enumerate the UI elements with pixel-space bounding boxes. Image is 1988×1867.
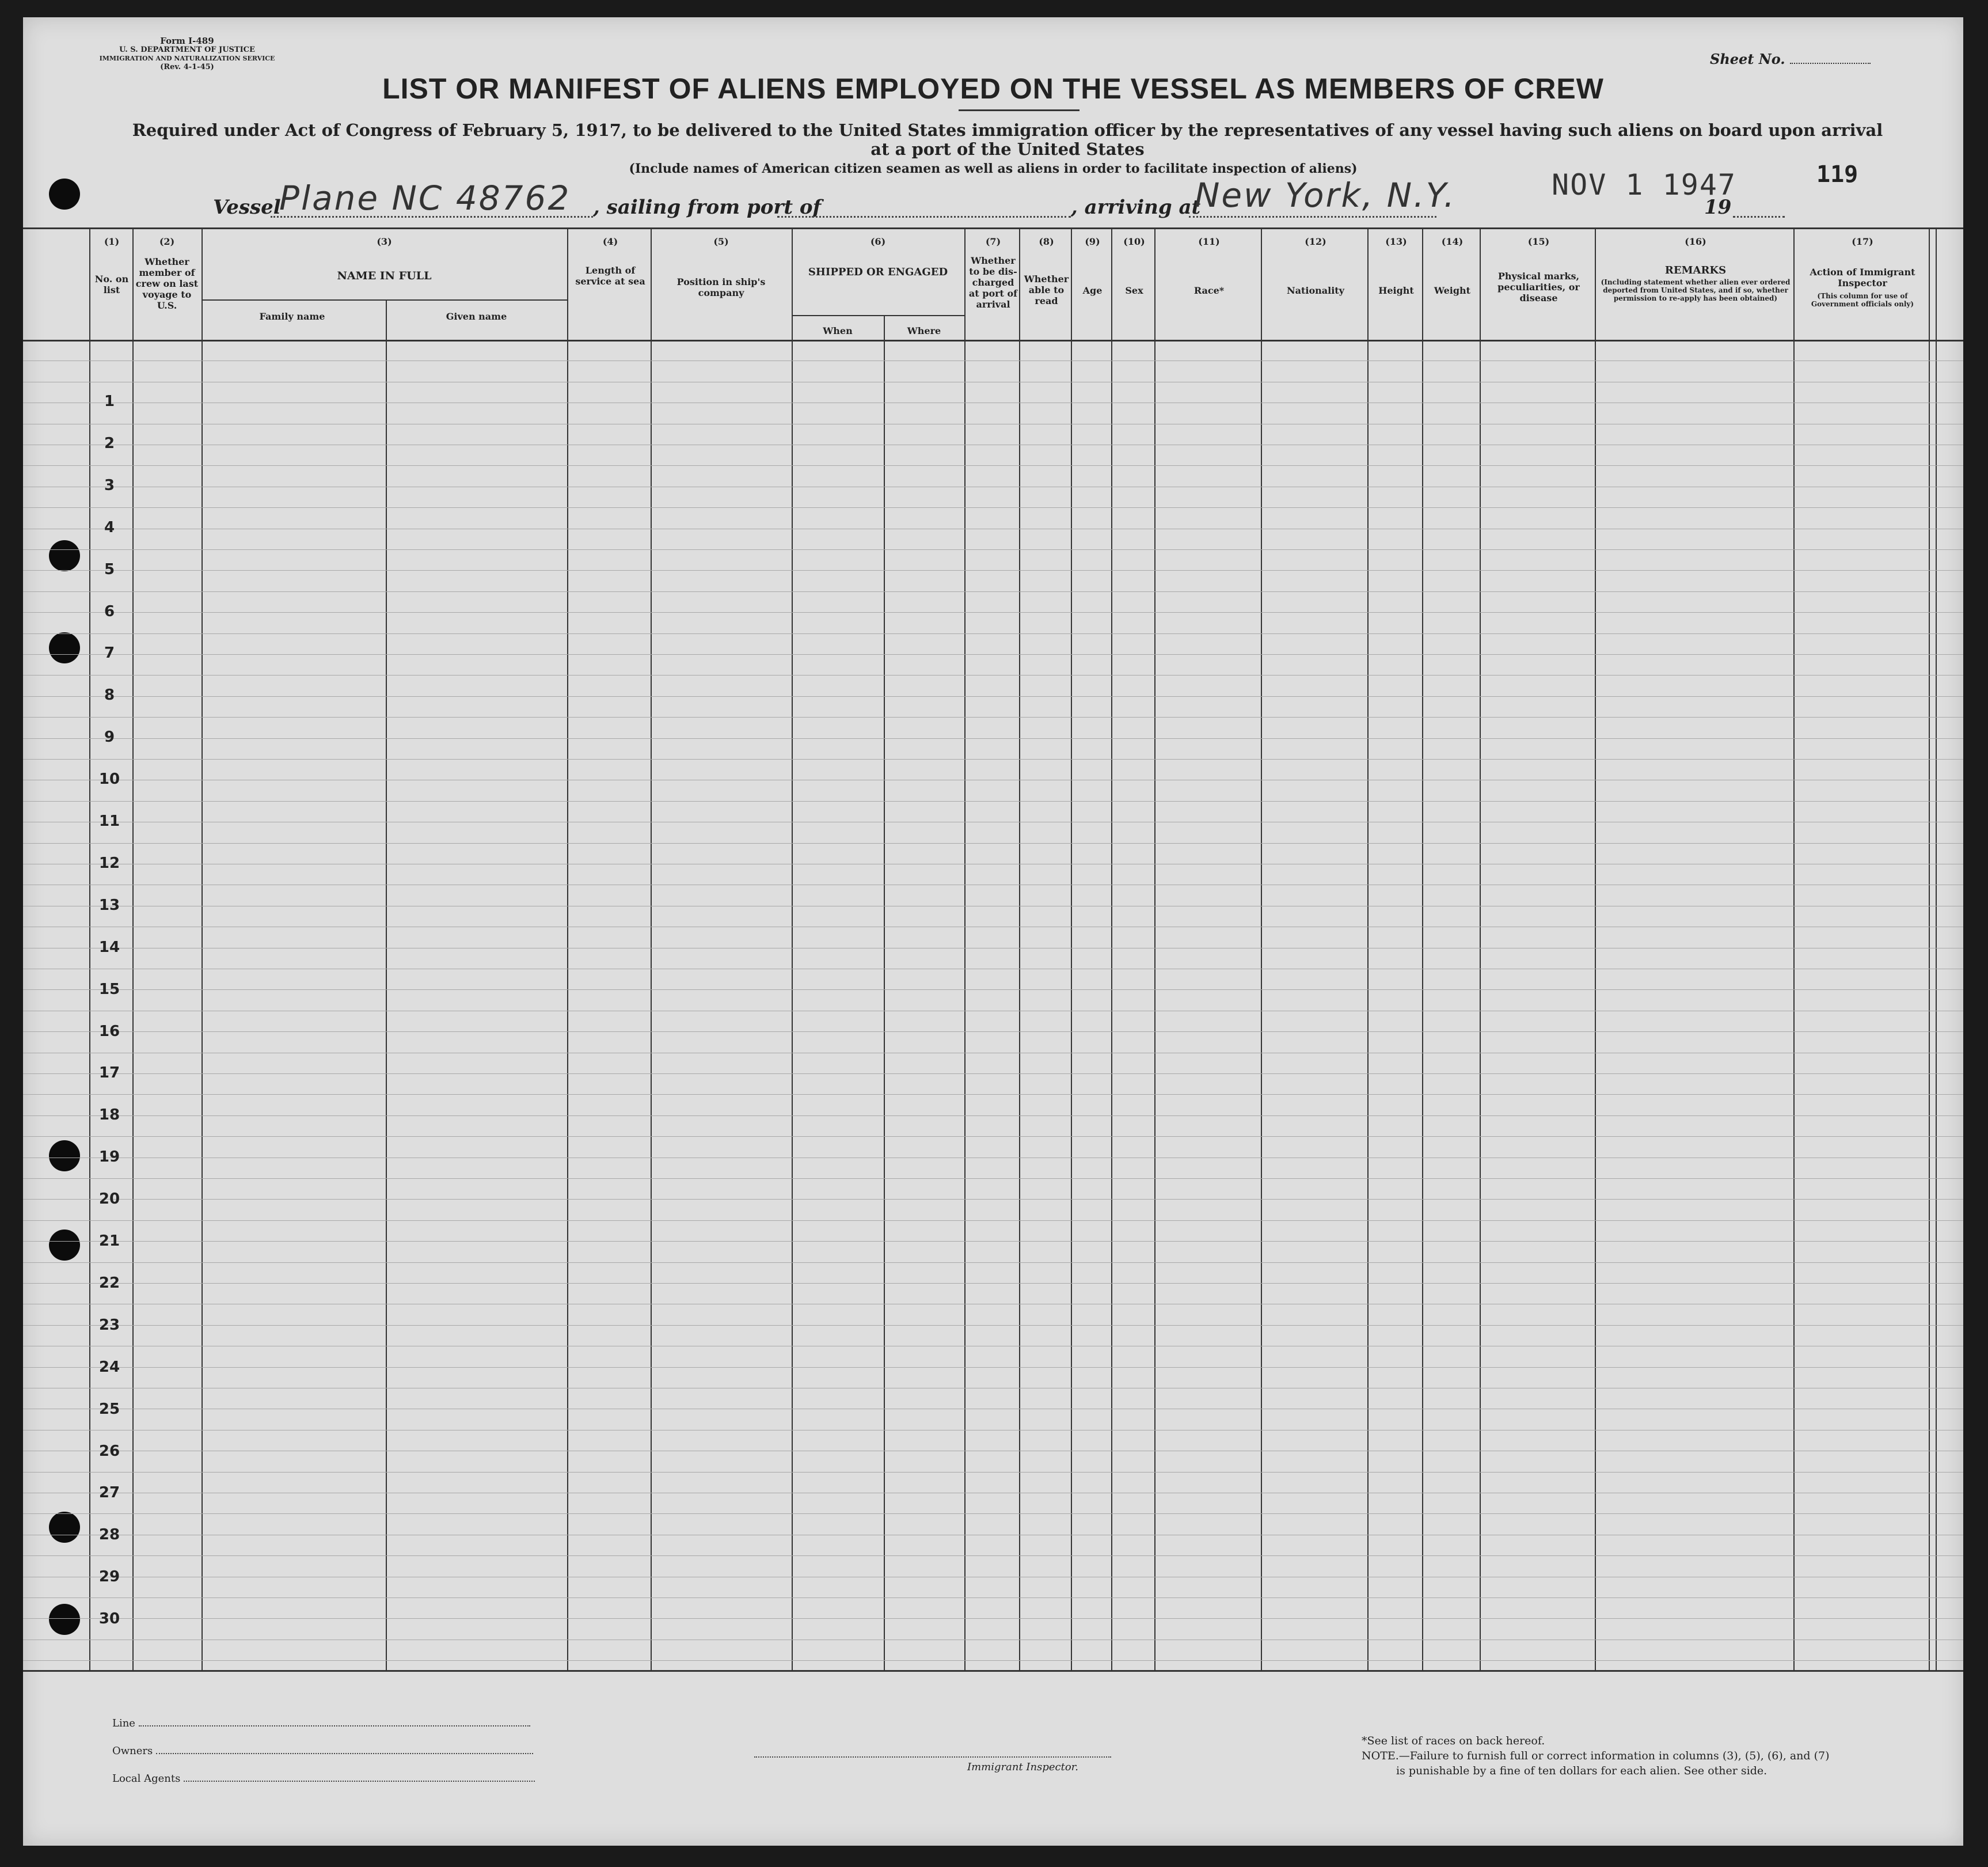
ruled-line — [23, 1597, 1963, 1598]
column-divider — [792, 227, 793, 1670]
row-number: 30 — [98, 1610, 120, 1628]
sheet-number-field — [1710, 51, 1871, 67]
sailing-label: , sailing from port of — [593, 196, 822, 219]
row-number: 9 — [104, 728, 115, 746]
ruled-line — [23, 1073, 1963, 1074]
col-13-number: (13) — [1385, 236, 1407, 247]
row-number: 14 — [98, 938, 120, 956]
inclusion-note: (Include names of American citizen seamen as well as aliens in order to facilitate inspection of aliens) — [629, 161, 1358, 176]
col-3-number: (3) — [377, 236, 392, 247]
sheet-number-label: Sheet No. — [1710, 51, 1785, 67]
col-7-number: (7) — [985, 236, 1001, 247]
col-10-header: Sex — [1125, 285, 1143, 296]
ruled-line — [23, 654, 1963, 655]
line-blank[interactable] — [139, 1725, 530, 1726]
arriving-port-value: New York, N.Y. — [1195, 176, 1457, 215]
name-subheader-rule — [202, 299, 567, 301]
row-number: 3 — [104, 476, 115, 494]
row-number: 26 — [98, 1442, 120, 1460]
page-title: LIST OR MANIFEST OF ALIENS EMPLOYED ON THE VESSEL AS MEMBERS OF CREW — [382, 73, 1604, 105]
year-prefix: 19 — [1704, 196, 1732, 219]
ruled-line — [23, 1241, 1963, 1242]
ruled-line — [23, 570, 1963, 571]
stamp-number: 119 — [1816, 161, 1858, 188]
ruled-line — [23, 1513, 1963, 1514]
row-number: 4 — [104, 518, 115, 536]
col-7-header: Whether to be dis-charged at port of arrival — [968, 255, 1018, 310]
requirement-text: Required under Act of Congress of February 5, 1917, to be delivered to the United States immigration officer by the representatives of any vessel having such aliens on board upon arrival at a port of the United States — [132, 120, 1883, 159]
col-11-number: (11) — [1198, 236, 1220, 247]
column-divider — [884, 315, 885, 1670]
row-number: 21 — [98, 1232, 120, 1250]
ruled-line — [23, 989, 1963, 990]
sailing-port-field[interactable] — [777, 216, 1071, 218]
col-17-header: Action of Immigrant Inspector — [1810, 267, 1915, 289]
col-4-number: (4) — [602, 236, 618, 247]
row-number: 2 — [104, 434, 115, 452]
row-number: 22 — [98, 1274, 120, 1292]
col-5-header: Position in ship's company — [676, 276, 766, 298]
col-12-header: Nationality — [1287, 285, 1344, 296]
where-header: Where — [907, 325, 941, 336]
column-divider — [1367, 227, 1369, 1670]
punch-hole — [49, 179, 80, 210]
ruled-line — [23, 591, 1963, 592]
crew-table — [23, 227, 1963, 1673]
ruled-line — [23, 696, 1963, 697]
col-11-header: Race* — [1193, 285, 1225, 296]
column-divider — [1595, 227, 1596, 1670]
col-14-number: (14) — [1441, 236, 1464, 247]
column-divider — [1793, 227, 1795, 1670]
ruled-line — [23, 1660, 1963, 1661]
ruled-line — [23, 801, 1963, 802]
shipped-subheader-rule — [792, 315, 964, 316]
agents-label: Local Agents — [112, 1773, 181, 1785]
arriving-label: , arriving at — [1071, 196, 1201, 219]
ruled-line — [23, 1367, 1963, 1368]
row-number: 24 — [98, 1358, 120, 1376]
col-9-header: Age — [1082, 285, 1103, 296]
col-4-header: Length of service at sea — [575, 265, 645, 287]
given-name-header: Given name — [446, 311, 507, 322]
col-5-number: (5) — [713, 236, 729, 247]
row-number: 25 — [98, 1400, 120, 1418]
family-name-header: Family name — [259, 311, 325, 322]
col-1-header: No. on list — [94, 274, 129, 295]
table-bottom-rule — [23, 1670, 1963, 1672]
agents-field — [112, 1773, 535, 1785]
ruled-line — [23, 507, 1963, 508]
ruled-line — [23, 717, 1963, 718]
row-number: 7 — [104, 644, 115, 662]
column-divider — [1261, 227, 1262, 1670]
note-prefix: NOTE. — [1362, 1750, 1399, 1762]
row-number: 1 — [104, 393, 115, 410]
vessel-label: Vessel — [213, 196, 281, 219]
year-field[interactable] — [1733, 216, 1785, 218]
revision: (Rev. 4-1-45) — [160, 63, 214, 71]
form-info — [92, 37, 282, 71]
row-number: 28 — [98, 1526, 120, 1544]
column-divider — [1019, 227, 1020, 1670]
col-1-number: (1) — [104, 236, 120, 247]
col-8-number: (8) — [1039, 236, 1054, 247]
owners-label: Owners — [112, 1745, 153, 1757]
arriving-port-field[interactable] — [1189, 216, 1436, 218]
col-2-number: (2) — [159, 236, 175, 247]
row-number: 13 — [98, 896, 120, 914]
column-divider — [1071, 227, 1072, 1670]
column-divider — [132, 227, 134, 1670]
col-8-header: Whether able to read — [1024, 274, 1069, 306]
col-2-header: Whether member of crew on last voyage to U.S. — [135, 256, 199, 311]
col-10-number: (10) — [1123, 236, 1145, 247]
row-number: 8 — [104, 686, 115, 704]
service: IMMIGRATION AND NATURALIZATION SERVICE — [99, 55, 275, 62]
ruled-line — [23, 1031, 1963, 1032]
inspector-signature-line[interactable] — [754, 1756, 1111, 1758]
ruled-line — [23, 738, 1963, 739]
form-number: Form I-489 — [160, 36, 214, 46]
ruled-line — [23, 549, 1963, 550]
header-bottom-rule — [23, 340, 1963, 341]
col-17-number: (17) — [1852, 236, 1873, 247]
col-15-header: Physical marks, peculiarities, or disease — [1497, 271, 1580, 303]
col-6-header: SHIPPED OR ENGAGED — [808, 266, 948, 278]
column-divider — [651, 227, 652, 1670]
col-14-header: Weight — [1434, 285, 1471, 296]
ruled-line — [23, 1283, 1963, 1284]
date-stamp: NOV 1 1947 — [1552, 168, 1737, 202]
ruled-line — [23, 1325, 1963, 1326]
owners-field — [112, 1745, 533, 1757]
table-top-rule — [23, 227, 1963, 229]
when-header: When — [823, 325, 853, 336]
ruled-line — [23, 675, 1963, 676]
ruled-line — [23, 1094, 1963, 1095]
column-divider — [202, 227, 203, 1670]
column-divider — [567, 227, 568, 1670]
ruled-line — [23, 1220, 1963, 1221]
col-16-note: (Including statement whether alien ever ordered deported from United States, and if so, whether permission to re-apply has been obtained) — [1601, 278, 1791, 302]
row-number: 17 — [98, 1064, 120, 1082]
row-number: 18 — [98, 1106, 120, 1124]
row-number: 6 — [104, 602, 115, 620]
col-16-number: (16) — [1685, 236, 1706, 247]
manifest-sheet — [23, 17, 1963, 1846]
col-3-header: NAME IN FULL — [337, 270, 432, 282]
penalty-note-2: is punishable by a fine of ten dollars for each alien. See other side. — [1396, 1764, 1767, 1777]
col-9-number: (9) — [1085, 236, 1100, 247]
col-13-header: Height — [1378, 285, 1414, 296]
ruled-line — [23, 1472, 1963, 1473]
ruled-line — [23, 633, 1963, 634]
col-16-header: REMARKS — [1664, 264, 1727, 276]
ruled-line — [23, 1136, 1963, 1137]
vessel-value: Plane NC 48762 — [279, 179, 571, 218]
col-6-number: (6) — [870, 236, 886, 247]
inspector-label: Immigrant Inspector. — [967, 1761, 1079, 1773]
row-number: 19 — [98, 1148, 120, 1166]
row-number: 10 — [98, 771, 120, 788]
row-number: 20 — [98, 1190, 120, 1208]
ruled-line — [23, 1178, 1963, 1179]
ruled-line — [23, 843, 1963, 844]
ruled-line — [23, 1115, 1963, 1116]
row-number: 16 — [98, 1022, 120, 1040]
row-number: 5 — [104, 560, 115, 578]
owners-blank[interactable] — [156, 1753, 533, 1754]
department: U. S. DEPARTMENT OF JUSTICE — [119, 45, 255, 54]
col-15-number: (15) — [1527, 236, 1550, 247]
row-number: 15 — [98, 980, 120, 998]
races-note: *See list of races on back hereof. — [1362, 1735, 1545, 1747]
ruled-line — [23, 1555, 1963, 1556]
col-12-number: (12) — [1305, 236, 1326, 247]
row-number: 12 — [98, 854, 120, 872]
column-divider — [1480, 227, 1481, 1670]
title-rule — [959, 109, 1079, 111]
line-label: Line — [112, 1717, 135, 1729]
row-number: 23 — [98, 1316, 120, 1334]
ruled-line — [23, 1618, 1963, 1619]
penalty-note — [1362, 1748, 1830, 1763]
line-field — [112, 1717, 530, 1729]
column-divider — [1936, 227, 1937, 1670]
sheet-number-blank[interactable] — [1790, 63, 1871, 64]
ruled-line — [23, 465, 1963, 466]
ruled-line — [23, 612, 1963, 613]
column-divider — [1929, 227, 1930, 1670]
column-divider — [1111, 227, 1112, 1670]
ruled-line — [23, 1199, 1963, 1200]
ruled-line — [23, 1262, 1963, 1263]
row-number: 11 — [98, 813, 120, 830]
row-number: 27 — [98, 1484, 120, 1502]
note-text: —Failure to furnish full or correct information in columns (3), (5), (6), and (7) — [1398, 1750, 1830, 1762]
col-17-note: (This column for use of Government officials only) — [1811, 292, 1914, 308]
column-divider — [964, 227, 966, 1670]
given-name-divider — [386, 299, 387, 1670]
agents-blank[interactable] — [184, 1781, 535, 1782]
ruled-line — [23, 759, 1963, 760]
row-number: 29 — [98, 1568, 120, 1586]
column-divider — [1422, 227, 1423, 1670]
column-divider — [1154, 227, 1155, 1670]
